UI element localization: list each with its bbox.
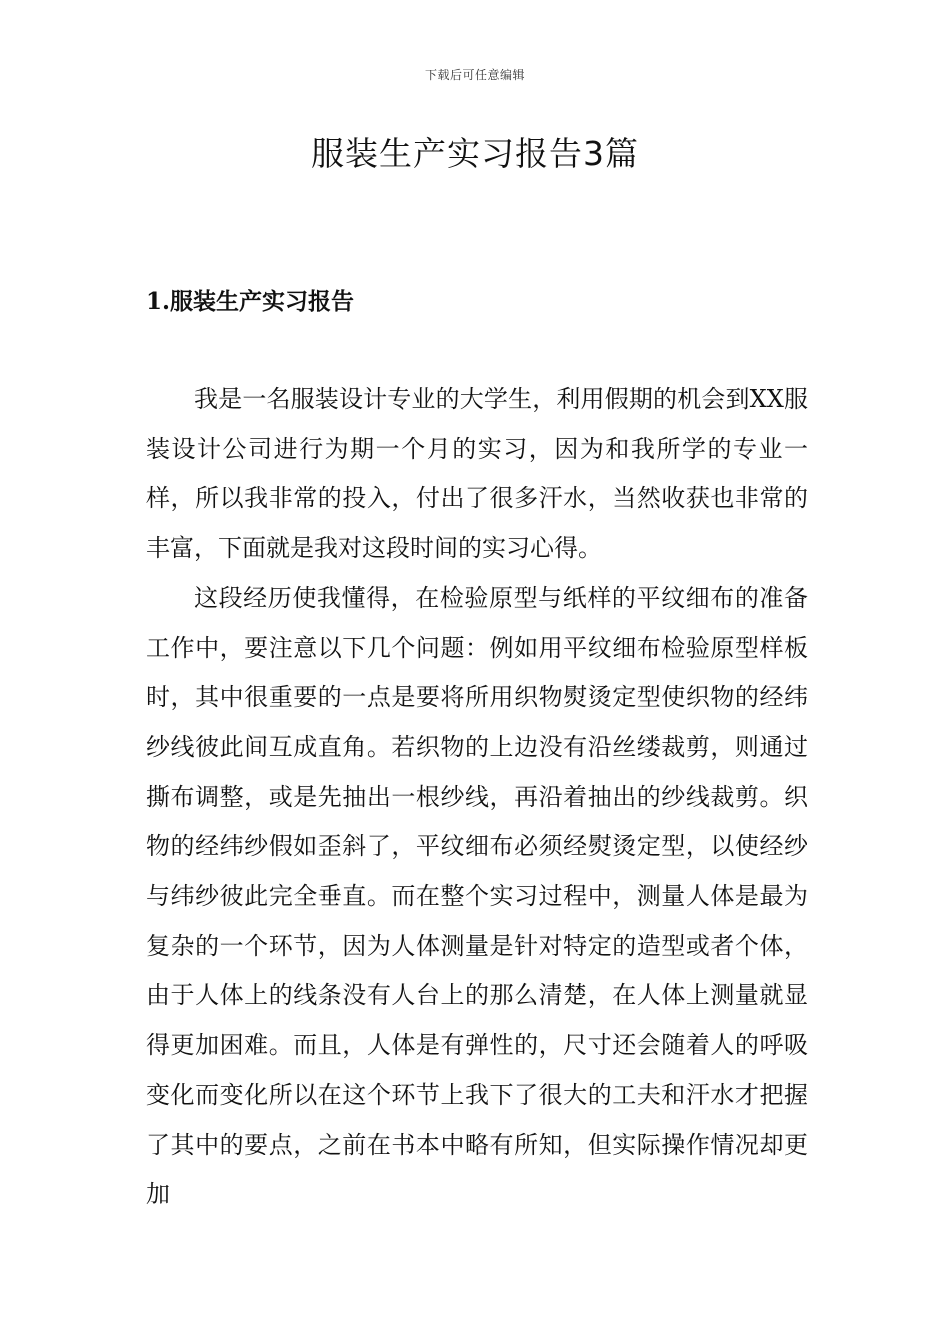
section-heading: 1.服装生产实习报告 [146,288,355,315]
document-title: 服装生产实习报告3篇 [311,134,639,173]
paragraph-2: 这段经历使我懂得，在检验原型与纸样的平纹细布的准备工作中，要注意以下几个问题：例如用平纹细布检验原型样板时，其中很重要的一点是要将所用织物熨烫定型使织物的经纬纱线彼此间互成直角。若织物的上边没有沿丝缕裁剪，则通过撕布调整，或是先抽出一根纱线，再沿着抽出的纱线裁剪。织物的经纬纱假如歪斜了，平纹细布必须经熨烫定型，以使经纱与纬纱彼此完全垂直。而在整个实习过程中，测量人体是最为复杂的一个环节，因为人体测量是针对特定的造型或者个体，由于人体上的线条没有人台上的那么清楚，在人体上测量就显得更加困难。而且，人体是有弹性的，尺寸还会随着人的呼吸变化而变化所以在这个环节上我下了很大的工夫和汗水才把握了其中的要点，之前在书本中略有所知，但实际操作情况却更加 [146,583,808,1209]
header-note: 下载后可任意编辑 [424,68,525,82]
body-text [146,375,808,1220]
paragraph-1: 我是一名服装设计专业的大学生，利用假期的机会到XX服装设计公司进行为期一个月的实习，因为和我所学的专业一样，所以我非常的投入，付出了很多汗水，当然收获也非常的丰富，下面就是我对这段时间的实习心得。 [146,385,808,563]
